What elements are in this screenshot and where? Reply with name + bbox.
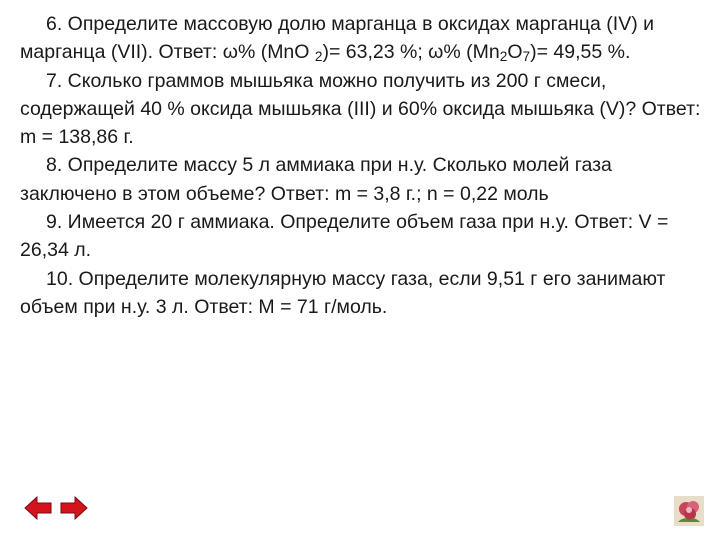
answer-part: )= 49,55 %.	[530, 41, 631, 64]
answer-part: % (MnO	[237, 41, 315, 64]
task-question: Определите массовую долю марганца в оксидах марганца (IV) и марганца (VII). Ответ:	[20, 13, 655, 64]
task-number: 9.	[46, 211, 63, 234]
subscript: 2	[314, 49, 323, 65]
slide-text	[20, 10, 710, 321]
next-slide-button[interactable]	[60, 494, 88, 522]
prev-slide-button[interactable]	[24, 494, 52, 522]
task-text: Имеется 20 г аммиака. Определите объем газа при н.у. Ответ: V = 26,34 л.	[20, 211, 669, 262]
task-number: 6.	[46, 13, 63, 35]
task-10	[20, 265, 710, 322]
task-number: 7.	[46, 69, 63, 92]
answer-part: O	[507, 41, 523, 64]
arrow-left-icon	[24, 494, 52, 522]
omega-symbol: ω	[222, 41, 238, 64]
flower-icon	[674, 496, 704, 526]
task-6	[20, 10, 710, 67]
task-7	[20, 67, 710, 152]
subscript: 2	[499, 49, 508, 65]
subscript: 7	[522, 49, 531, 65]
task-text: Определите молекулярную массу газа, если 9,51 г его занимают объем при н.у. 3 л. Ответ: М = 71 г/моль.	[20, 267, 666, 318]
task-number: 8.	[46, 154, 63, 177]
task-text: Сколько граммов мышьяка можно получить из 200 г смеси, содержащей 40 % оксида мышьяка (III) и 60% оксида мышьяка (V)? Ответ: m = 138,86 г.	[20, 69, 701, 149]
task-8	[20, 151, 710, 208]
task-text: Определите массу 5 л аммиака при н.у. Сколько молей газа заключено в этом объеме? Ответ: m = 3,8 г.; n = 0,22 моль	[20, 154, 612, 205]
answer-part: )= 63,23 %;	[322, 41, 429, 64]
answer-part: % (Mn	[443, 41, 500, 64]
omega-symbol: ω	[428, 41, 444, 64]
task-9	[20, 208, 710, 265]
task-number: 10.	[46, 267, 74, 290]
arrow-right-icon	[60, 494, 88, 522]
